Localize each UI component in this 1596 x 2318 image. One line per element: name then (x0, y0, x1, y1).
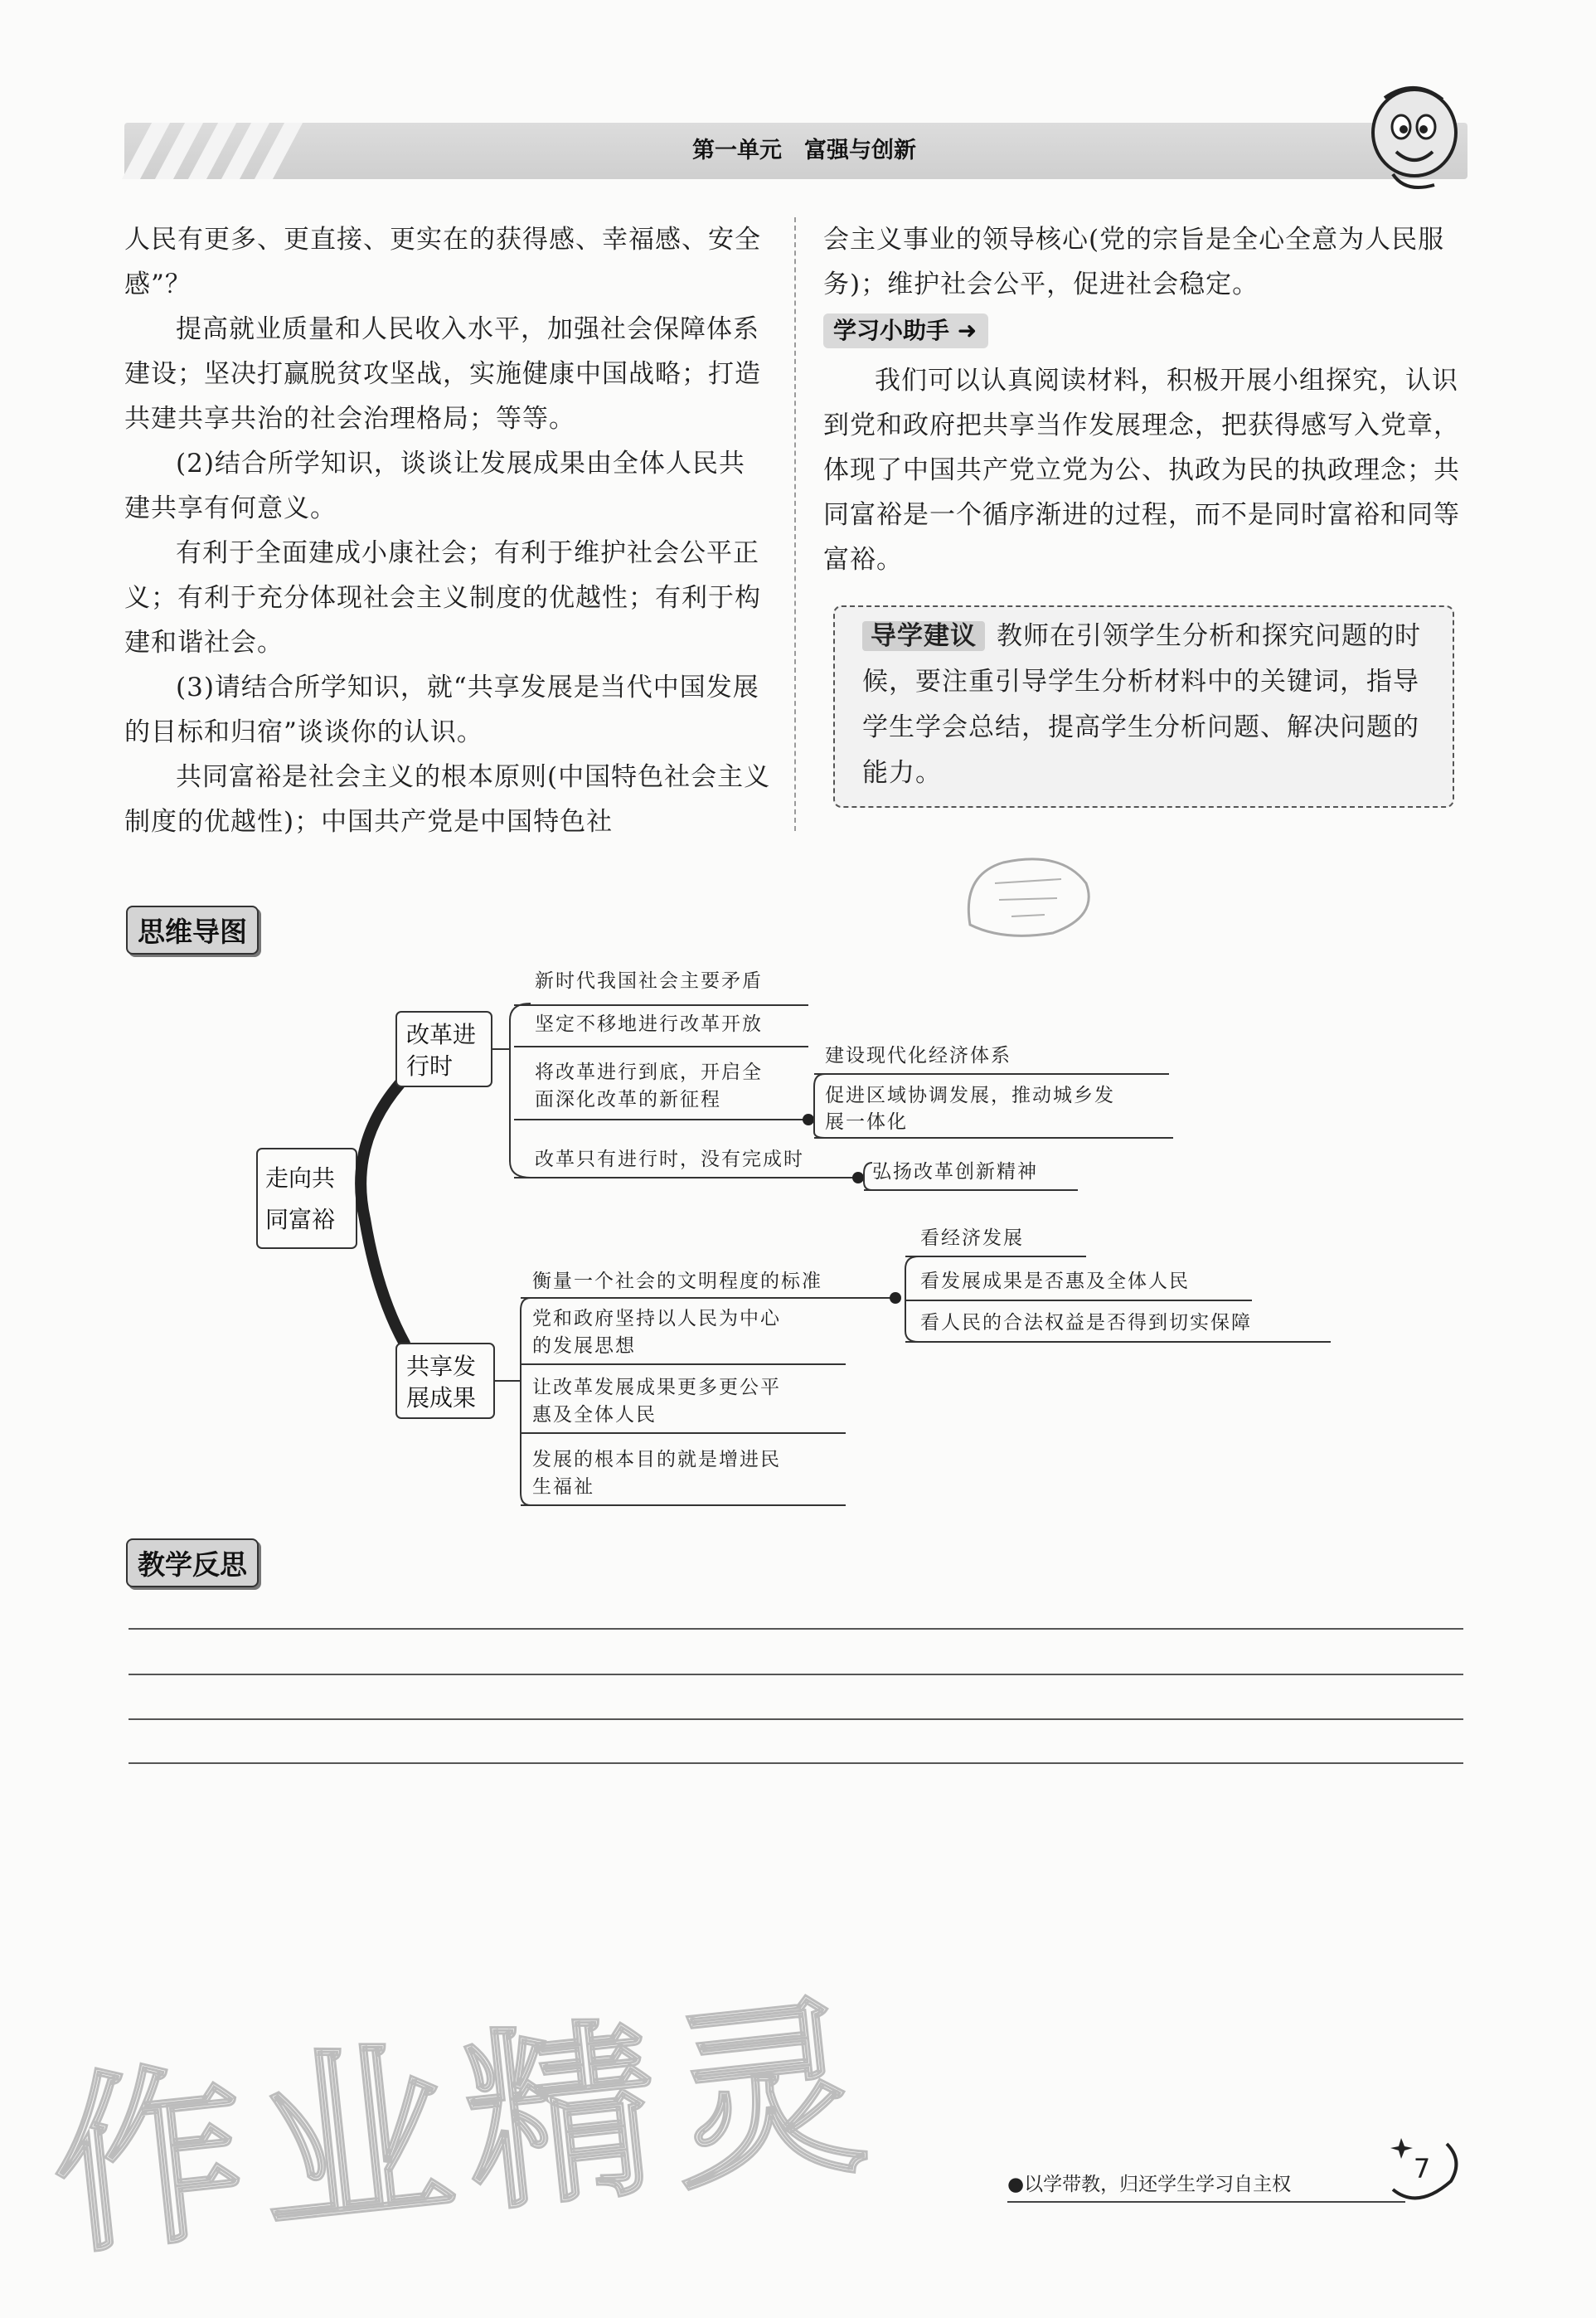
branch-share-line-2: 展成果 (406, 1384, 477, 1412)
branch-share-line-1: 共享发 (406, 1353, 477, 1380)
connector-dot (803, 1114, 814, 1125)
paragraph: 我们可以认真阅读材料，积极开展小组探究，认识到党和政府把共享当作发展理念，把获得感写入党章，体现了中国共产党立党为公、执政为民的执政理念；共同富裕是一个循序渐进的过程，而不是同时富裕和同等富裕。 (823, 366, 1460, 575)
root-node-box (257, 1149, 357, 1248)
branch-reform-line-1: 改革进 (406, 1021, 477, 1048)
paragraph: 人民有更多、更直接、更实在的获得感、幸福感、安全感”？ (124, 225, 761, 299)
reform-item-open: 坚定不移地进行改革开放 (535, 1013, 763, 1035)
reform-item-deepen-2: 面深化改革的新征程 (535, 1089, 721, 1110)
root-node-line-2: 同富裕 (265, 1206, 336, 1233)
share-item-fair-1: 让改革发展成果更多更公平 (532, 1377, 781, 1398)
reform-sub-spirit: 弘扬改革创新精神 (872, 1161, 1038, 1183)
share-sub-rights: 看人民的合法权益是否得到切实保障 (920, 1312, 1252, 1334)
share-sub-economy: 看经济发展 (920, 1227, 1024, 1249)
reflection-line[interactable] (129, 1674, 1463, 1675)
arrow-icon: ➜ (957, 317, 977, 344)
reform-item-deepen-1: 将改革进行到底，开启全 (535, 1062, 763, 1083)
reform-sub-regional-2: 展一体化 (825, 1111, 908, 1133)
question-2: (2)结合所学知识，谈谈让发展成果由全体人民共建共享有何意义。 (124, 449, 745, 523)
bullet-icon: ● (1007, 2174, 1025, 2195)
share-item-welfare-2: 生福祉 (532, 1476, 594, 1498)
share-item-fair-2: 惠及全体人民 (532, 1404, 657, 1426)
reform-item-ongoing: 改革只有进行时，没有完成时 (535, 1149, 804, 1170)
root-node-line-1: 走向共 (265, 1164, 336, 1192)
reform-sub-economy: 建设现代化经济体系 (825, 1045, 1011, 1067)
guide-label: 导学建议 (862, 621, 985, 651)
reform-item-contradiction: 新时代我国社会主要矛盾 (535, 970, 763, 992)
share-item-welfare-1: 发展的根本目的就是增进民 (532, 1449, 781, 1470)
paragraph: 提高就业质量和人民收入水平，加强社会保障体系建设；坚决打赢脱贫攻坚战，实施健康中国战略；打造共建共享共治的社会治理格局；等等。 (124, 314, 761, 434)
footer-slogan-text: 以学带教，归还学生学习自主权 (1024, 2174, 1292, 2195)
share-item-people-2: 的发展思想 (532, 1335, 636, 1357)
connector-dot (852, 1172, 864, 1183)
paragraph: 共同富裕是社会主义的根本原则(中国特色社会主义制度的优越性)；中国共产党是中国特色社 (124, 762, 771, 837)
share-item-standard: 衡量一个社会的文明程度的标准 (532, 1271, 822, 1292)
paragraph: 有利于全面建成小康社会；有利于维护社会公平正义；有利于充分体现社会主义制度的优越性；有利于构建和谐社会。 (124, 538, 761, 658)
main-brace (361, 1084, 405, 1344)
share-sub-results: 看发展成果是否惠及全体人民 (920, 1271, 1190, 1292)
reform-sub-regional-1: 促进区域协调发展，推动城乡发 (825, 1085, 1115, 1106)
watermark: 作业精灵 (42, 1975, 891, 2282)
guide-text: 教师在引领学生分析和探究问题的时候，要注重引导学生分析材料中的关键词，指导学生学会总结，提高学生分析问题、解决问题的能力。 (862, 621, 1421, 788)
study-helper-label: 学习小助手 (833, 317, 950, 344)
reflection-line[interactable] (129, 1628, 1463, 1630)
page-number: 7 (1413, 2153, 1431, 2184)
footer-slogan (1007, 2169, 1405, 2203)
question-3: (3)请结合所学知识，就“共享发展是当代中国发展的目标和归宿”谈谈你的认识。 (124, 673, 759, 747)
connector-dot (890, 1292, 901, 1304)
paragraph: 会主义事业的领导核心(党的宗旨是全心全意为人民服务)；维护社会公平，促进社会稳定。 (823, 225, 1445, 299)
reflection-line[interactable] (129, 1718, 1463, 1720)
reflection-line[interactable] (129, 1762, 1463, 1764)
unit-title: 第一单元 富强与创新 (692, 138, 916, 163)
branch-reform-line-2: 行时 (406, 1052, 454, 1080)
mindmap-section-tag: 思维导图 (126, 906, 259, 955)
share-item-people-1: 党和政府坚持以人民为中心 (532, 1308, 781, 1329)
reflection-section-tag: 教学反思 (126, 1538, 259, 1587)
